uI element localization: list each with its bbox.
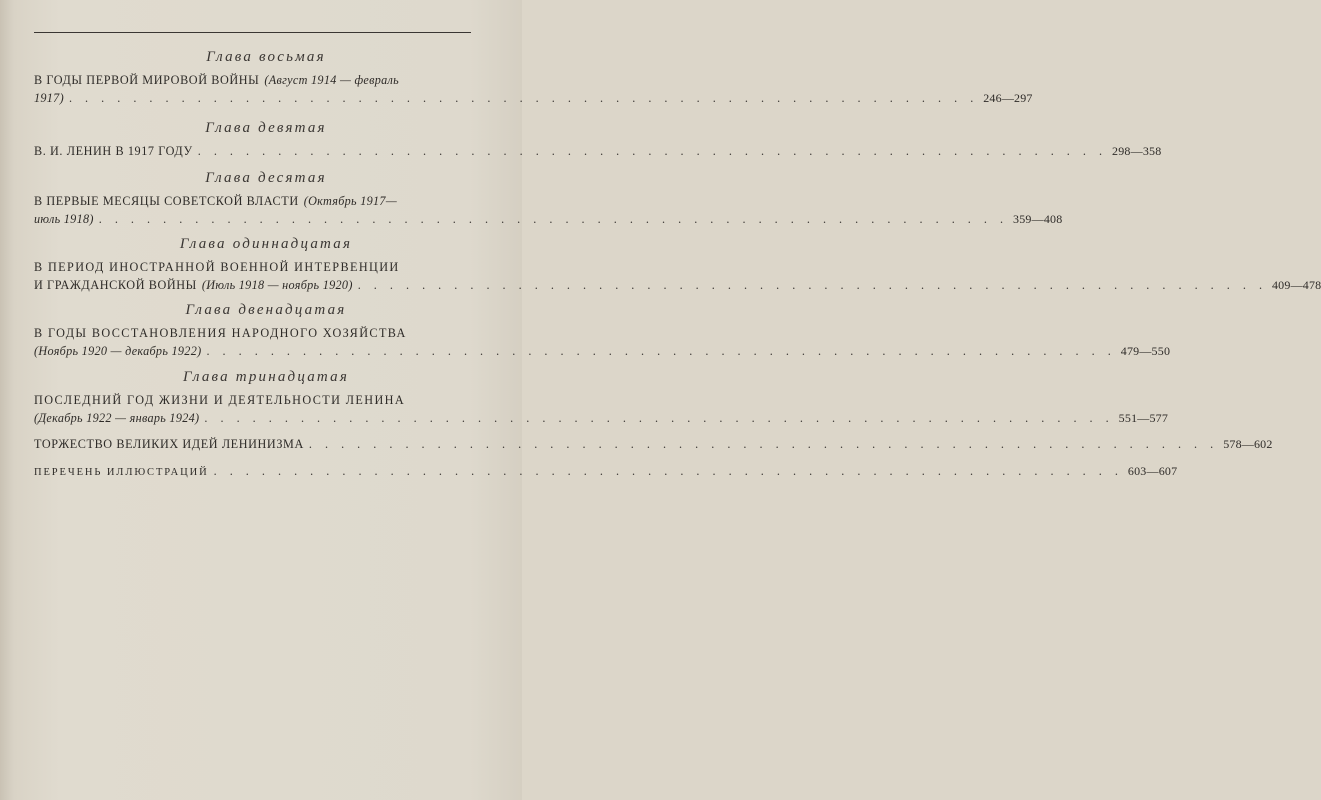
toc-entry-12-line1 [34,324,498,342]
toc-entry-13-line1 [34,391,498,409]
toc-entry-dates: июль 1918) [34,212,94,226]
toc-entry-10-line2 [34,210,1063,228]
page-range: 359—408 [1013,212,1063,226]
toc-entry-13-line2 [34,409,1169,427]
page-range: 603—607 [1127,464,1178,478]
dot-leader: . . . . . . . . . . . . . . . . . . . . . . . . . . . . . . . . . . . . . . . . . . . . . . . . . . . . . . . . . [204,411,1114,425]
toc-entry-illustrations [34,462,1178,480]
toc-entry-leninism [34,435,1273,453]
toc-entry-8-line1 [34,71,498,89]
toc-entry-title: И ГРАЖДАНСКОЙ ВОЙНЫ [34,278,197,292]
toc-entry-title: ТОРЖЕСТВО ВЕЛИКИХ ИДЕЙ ЛЕНИНИЗМА [34,437,304,451]
toc-entry-title: В ПЕРИОД ИНОСТРАННОЙ ВОЕННОЙ ИНТЕРВЕНЦИИ [34,260,400,274]
toc-entry-11-line1 [34,258,498,276]
toc-entry-dates: (Июль 1918 — ноябрь 1920) [201,278,353,292]
page-range: 246—297 [983,91,1033,105]
toc-entry-title: ПОСЛЕДНИЙ ГОД ЖИЗНИ И ДЕЯТЕЛЬНОСТИ ЛЕНИНА [34,393,406,407]
dot-leader: . . . . . . . . . . . . . . . . . . . . . . . . . . . . . . . . . . . . . . . . . . . . . . . . . . . . . . . . . [98,212,1009,226]
toc-entry-title: ПЕРЕЧЕНЬ ИЛЛЮСТРАЦИЙ [34,467,209,478]
dot-leader: . . . . . . . . . . . . . . . . . . . . . . . . . . . . . . . . . . . . . . . . . . . . . . . . . . . . . . . . . [308,437,1219,451]
toc-entry-8-line2 [34,89,1033,107]
chapter-heading-10: Глава десятая [205,170,327,186]
toc-entry-title: В ПЕРВЫЕ МЕСЯЦЫ СОВЕТСКОЙ ВЛАСТИ [34,194,299,208]
page-range: 479—550 [1120,344,1171,358]
toc-entry-11-line2 [34,276,1321,294]
toc-entry-title: В ГОДЫ ПЕРВОЙ МИРОВОЙ ВОЙНЫ [34,73,260,87]
toc-entry-9-line1 [34,142,1162,160]
chapter-heading-9: Глава девятая [205,120,327,136]
chapter-heading-12: Глава двенадцатая [185,302,347,318]
dot-leader: . . . . . . . . . . . . . . . . . . . . . . . . . . . . . . . . . . . . . . . . . . . . . . . . . . . . . . . . . [68,91,979,105]
page-range: 551—577 [1118,411,1169,425]
chapter-heading-11: Глава одиннадцатая [179,236,353,252]
dot-leader: . . . . . . . . . . . . . . . . . . . . . . . . . . . . . . . . . . . . . . . . . . . . . . . . . . . . . . . . . [197,144,1108,158]
toc-entry-dates: (Август 1914 — февраль [264,73,399,87]
page-range: 578—602 [1223,437,1273,451]
toc-entry-dates: (Декабрь 1922 — январь 1924) [34,411,200,425]
toc-entry-10-line1 [34,192,498,210]
toc-entry-dates: (Октябрь 1917— [303,194,397,208]
toc-entry-dates: (Ноябрь 1920 — декабрь 1922) [34,344,202,358]
toc-entry-title: В ГОДЫ ВОССТАНОВЛЕНИЯ НАРОДНОГО ХОЗЯЙСТВА [34,326,407,340]
chapter-heading-8: Глава восьмая [206,49,326,65]
chapter-heading-13: Глава тринадцатая [182,369,350,385]
toc-entry-12-line2 [34,342,1171,360]
toc-entry-title: В. И. ЛЕНИН В 1917 ГОДУ [34,144,193,158]
dot-leader: . . . . . . . . . . . . . . . . . . . . . . . . . . . . . . . . . . . . . . . . . . . . . . . . . . . . . . . . . [357,278,1267,292]
toc-entry-dates: 1917) [34,91,64,105]
page-range: 298—358 [1112,144,1162,158]
dot-leader: . . . . . . . . . . . . . . . . . . . . . . . . . . . . . . . . . . . . . . . . . . . . . . . . . . . . . . . . . [206,344,1116,358]
top-rule [34,32,471,33]
dot-leader: . . . . . . . . . . . . . . . . . . . . . . . . . . . . . . . . . . . . . . . . . . . . . . . . . . . . . . . . . [213,464,1123,478]
page-range: 409—478 [1271,278,1321,292]
